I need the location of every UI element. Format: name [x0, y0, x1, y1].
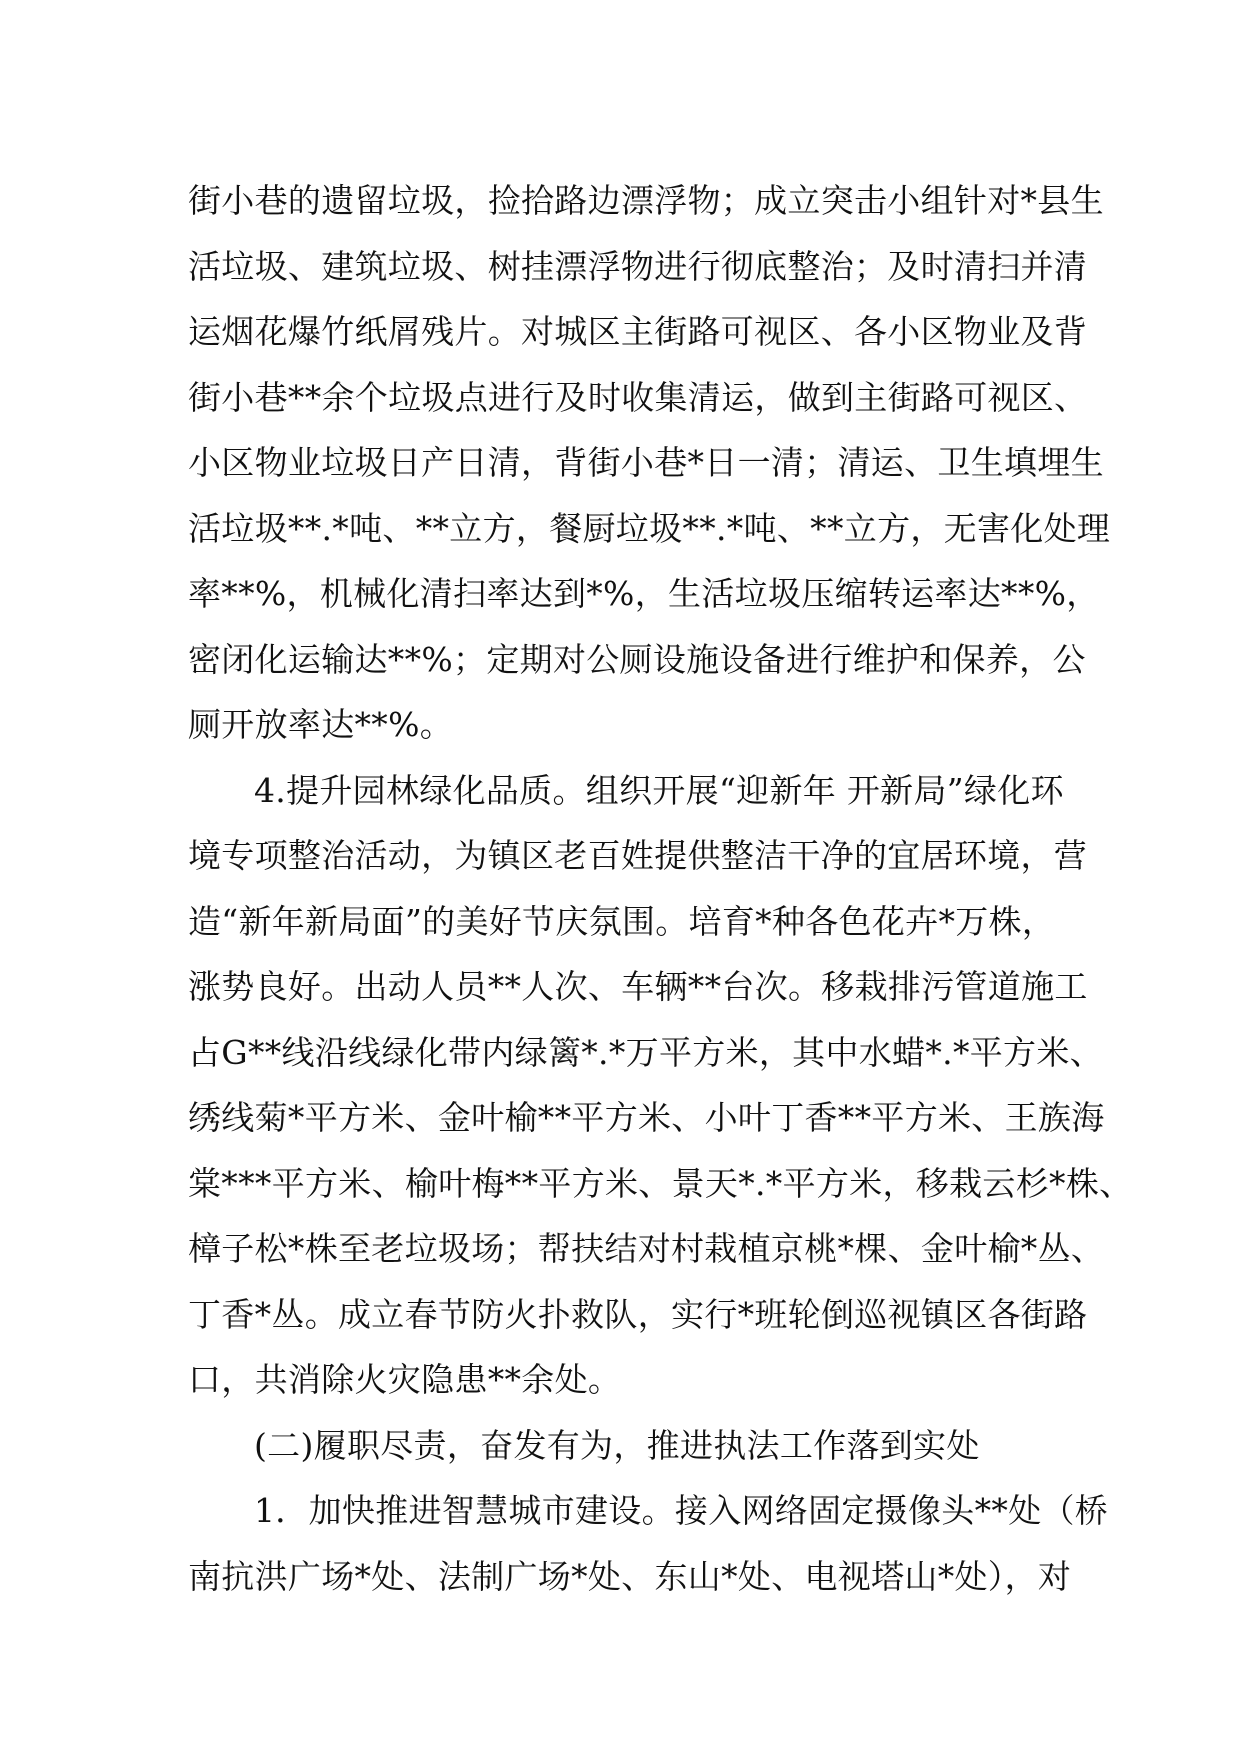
text-line: 丁香*丛。成立春节防火扑救队，实行*班轮倒巡视镇区各街路	[188, 1294, 1088, 1334]
section-heading-2: (二)履职尽责，奋发有为，推进执法工作落到实处	[254, 1425, 980, 1465]
text-line: 密闭化运输达**%；定期对公厕设施设备进行维护和保养，公	[188, 639, 1086, 679]
text-line: 运烟花爆竹纸屑残片。对城区主街路可视区、各小区物业及背	[188, 312, 1088, 351]
text-line: 占G**线沿线绿化带内绿篱*.*万平方米，其中水蜡*.*平方米、	[188, 1032, 1103, 1072]
text-line: 街小巷的遗留垃圾，捡拾路边漂浮物；成立突击小组针对*县生	[188, 181, 1104, 220]
text-line: 率**%，机械化清扫率达到*%，生活垃圾压缩转运率达**%，	[188, 574, 1100, 613]
text-line: 棠***平方米、榆叶梅**平方米、景天*.*平方米，移栽云杉*株、	[188, 1163, 1133, 1203]
text-line: 口，共消除火灾隐患**余处。	[188, 1360, 622, 1399]
text-line: 境专项整治活动，为镇区老百姓提供整洁干净的宜居环境，营	[188, 836, 1088, 875]
section-heading-4: 4.提升园林绿化品质。组织开展“迎新年 开新局”绿化环	[254, 770, 1064, 810]
text-line: 绣线菊*平方米、金叶榆**平方米、小叶丁香**平方米、王族海	[188, 1098, 1105, 1137]
body-text	[188, 168, 1133, 1609]
text-line: 小区物业垃圾日产日清，背街小巷*日一清；清运、卫生填埋生	[188, 443, 1104, 482]
text-line: 樟子松*株至老垃圾场；帮扶结对村栽植京桃*棵、金叶榆*丛、	[188, 1229, 1105, 1268]
text-line: 造“新年新局面”的美好节庆氛围。培育*种各色花卉*万株，	[188, 901, 1056, 941]
text-line: 厕开放率达**%。	[188, 705, 454, 744]
text-line: 活垃圾**.*吨、**立方，餐厨垃圾**.*吨、**立方，无害化处理	[188, 508, 1111, 548]
subsection-heading-1: 1．加快推进智慧城市建设。接入网络固定摄像头**处（桥	[254, 1491, 1109, 1530]
text-line: 活垃圾、建筑垃圾、树挂漂浮物进行彻底整治；及时清扫并清	[188, 246, 1088, 286]
text-line: 南抗洪广场*处、法制广场*处、东山*处、电视塔山*处），对	[188, 1556, 1072, 1596]
text-line: 涨势良好。出动人员**人次、车辆**台次。移栽排污管道施工	[188, 967, 1088, 1006]
text-line: 街小巷**余个垃圾点进行及时收集清运，做到主街路可视区、	[188, 377, 1088, 417]
